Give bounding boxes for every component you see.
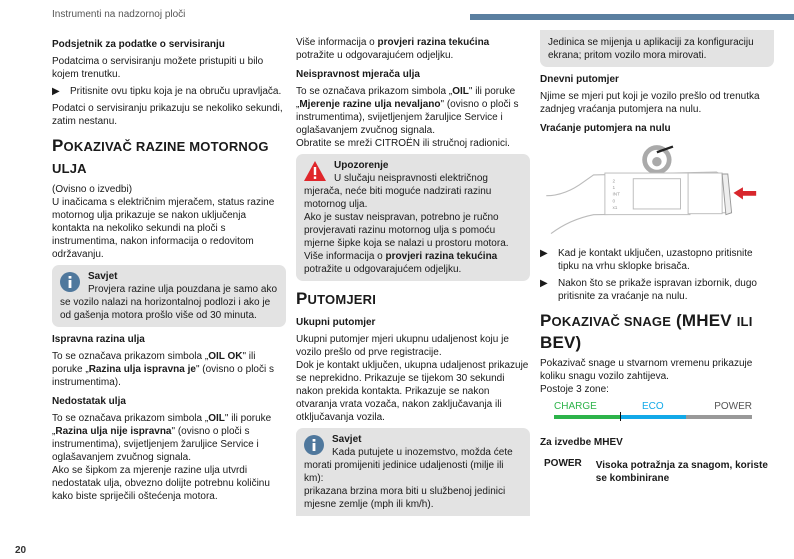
zone-label-power: POWER bbox=[714, 401, 752, 412]
column-3 bbox=[540, 30, 774, 485]
stalk-label: 2 bbox=[612, 179, 616, 185]
tip-text: Kada putujete u inozemstvo, možda ćete morati promijeniti jedinice udaljenosti (milje ili km): bbox=[304, 447, 513, 484]
power-text-group bbox=[540, 357, 774, 396]
info-icon bbox=[304, 435, 324, 455]
power-description: Visoka potražnja za snagom, koriste se kombinirane bbox=[595, 460, 768, 484]
service-heading: Podsjetnik za podatke o servisiranju bbox=[52, 39, 225, 50]
power-definition-row bbox=[544, 457, 774, 485]
stalk-label: x1 bbox=[612, 205, 618, 211]
tip-text: Jedinica se mijenja u aplikaciji za konfiguraciju ekrana; pritom vozilo mora mirovati. bbox=[548, 37, 754, 61]
oil-low-paragraph-2: Ako se šipkom za mjerenje razine ulja utvrdi nedostatak ulja, obvezno dolijte potrebnu količinu kako biste spriječili oštećenja motora. bbox=[52, 465, 270, 502]
column-2 bbox=[296, 36, 530, 516]
power-term: POWER bbox=[544, 458, 582, 469]
column-1 bbox=[52, 36, 286, 503]
oil-ok-heading: Ispravna razina ulja bbox=[52, 334, 145, 345]
warning-text-2: Ako je sustav neispravan, potrebno je ručno provjeravati razinu motornog ulja s pomoću mjerne šipke koja se nalazi u prostoru motora. bbox=[304, 212, 509, 249]
service-paragraph: Podatcima o servisiranju možete pristupiti u bilo kojem trenutku. bbox=[52, 56, 264, 80]
reset-bullet: ▶ Nakon što se prikaže ispravan izbornik, dugo pritisnite za vraćanje na nulu. bbox=[540, 278, 757, 302]
power-zones-intro: Postoje 3 zone: bbox=[540, 384, 609, 395]
warning-text: U slučaju neispravnosti električnog mjerača, neće biti moguće nadzirati razinu motornog ulja. bbox=[304, 173, 492, 210]
tip-box-continued bbox=[540, 30, 774, 67]
zone-label-eco: ECO bbox=[642, 401, 664, 412]
tip-text-2: prikazana brzina mora biti u službenoj jedinici mjesne zemlje (mph ili km/h). bbox=[304, 486, 506, 510]
more-info-paragraph: Više informacija o provjeri razina tekućina potražite u odgovarajućem odjeljku. bbox=[296, 37, 490, 61]
trip-odometer-paragraph: Njime se mjeri put koji je vozilo prešlo od trenutka zadnjeg vraćanja putomjera na nulu. bbox=[540, 91, 760, 115]
bullet-arrow-icon: ▶ bbox=[540, 248, 548, 259]
stalk-label: INT bbox=[612, 192, 621, 198]
warning-title: Upozorenje bbox=[334, 160, 389, 171]
wiper-stalk-illustration bbox=[540, 139, 770, 243]
oil-low-paragraph: To se označava prikazom simbola „OIL" ili poruke „Razina ulja nije ispravna" (ovisno o ploči s instrumentima), svijetljenjem žaruljice Service i oglašavanjem zvučnog signala. bbox=[52, 413, 272, 463]
total-odometer-paragraph: Ukupni putomjer mjeri ukupnu udaljenost koju je vozilo prešlo od prve registracije. bbox=[296, 334, 509, 358]
oil-low-text-group bbox=[52, 412, 286, 503]
warning-box bbox=[296, 154, 530, 281]
total-odometer-text-group bbox=[296, 333, 530, 424]
zone-bar-charge bbox=[554, 415, 620, 419]
service-paragraph-2: Podatci o servisiranju prikazuju se nekoliko sekundi, zatim nestanu. bbox=[52, 103, 283, 127]
gauge-fault-heading: Neispravnost mjerača ulja bbox=[296, 69, 420, 80]
trip-odometer-heading: Dnevni putomjer bbox=[540, 74, 619, 85]
gauge-fault-paragraph: To se označava prikazom simbola „OIL" ili poruke „Mjerenje razine ulja nevaljano" (ovisno o ploči s instrumentima), svijetljenjem žaruljice Service i oglašavanjem zvučnog signala. bbox=[296, 86, 519, 136]
oil-level-heading: POKAZIVAČ RAZINE MOTORNOG ULJA bbox=[52, 136, 269, 176]
odometers-heading: PUTOMJERI bbox=[296, 289, 377, 308]
oil-low-heading: Nedostatak ulja bbox=[52, 396, 126, 407]
tip-title: Savjet bbox=[88, 271, 118, 282]
bullet-text: Pritisnite ovu tipku koja je na obruču upravljača. bbox=[70, 86, 282, 97]
tip-box bbox=[52, 265, 286, 327]
oil-text-group bbox=[52, 183, 286, 261]
warning-text-3: Više informacija o provjeri razina tekućina potražite u odgovarajućem odjeljku. bbox=[304, 251, 498, 275]
zone-bar-eco bbox=[620, 415, 686, 419]
zone-bar-power bbox=[686, 415, 752, 419]
power-zone-gauge bbox=[554, 400, 752, 424]
arrow-icon bbox=[733, 187, 756, 199]
service-bullet bbox=[52, 85, 286, 98]
steering-wheel-icon bbox=[645, 147, 673, 173]
oil-paragraph: U inačicama s električnim mjeračem, status razine motornog ulja prikazuje se nakon uključenja kontakta na nekoliko sekundi na ploči s instrumentima, nakon informacija o redovitom održavanju. bbox=[52, 197, 275, 260]
reset-bullet: ▶ Kad je kontakt uključen, uzastopno pritisnite tipku na vrhu sklopke brisača. bbox=[540, 248, 753, 272]
oil-ok-paragraph: To se označava prikazom simbola „OIL OK" ili poruke „Razina ulja ispravna je" (ovisno o ploči s instrumentima). bbox=[52, 351, 274, 388]
tip-title: Savjet bbox=[332, 434, 362, 445]
warning-icon bbox=[304, 161, 326, 181]
reset-heading: Vraćanje putomjera na nulu bbox=[540, 123, 671, 134]
bullet-arrow-icon: ▶ bbox=[52, 86, 60, 97]
zone-needle bbox=[620, 412, 621, 421]
running-header: Instrumenti na nadzornoj ploči bbox=[52, 9, 186, 20]
page-number: 20 bbox=[15, 545, 27, 556]
power-paragraph: Pokazivač snage u stvarnom vremenu prikazuje koliku snagu vozilo zahtijeva. bbox=[540, 358, 753, 382]
info-icon bbox=[60, 272, 80, 292]
oil-variant-note: (Ovisno o izvedbi) bbox=[52, 184, 133, 195]
header-accent-bar bbox=[470, 14, 794, 20]
stalk-label: 0 bbox=[612, 199, 616, 205]
gauge-fault-paragraph-2: Obratite se mreži CITROËN ili stručnoj radionici. bbox=[296, 138, 510, 149]
tip-text: Provjera razine ulja pouzdana je samo ako se vozilo nalazi na horizontalnoj podlozi i ako je od gašenja motora prošlo više od 30 minuta. bbox=[60, 284, 277, 321]
power-indicator-heading: POKAZIVAČ SNAGE (MHEV ILI BEV) bbox=[540, 311, 753, 352]
mhev-heading: Za izvedbe MHEV bbox=[540, 437, 623, 448]
zone-label-charge: CHARGE bbox=[554, 401, 597, 412]
gauge-fault-text-group bbox=[296, 85, 530, 150]
total-odometer-heading: Ukupni putomjer bbox=[296, 317, 376, 328]
stalk-label: 1 bbox=[612, 186, 616, 192]
bullet-arrow-icon: ▶ bbox=[540, 278, 548, 289]
tip-box-2 bbox=[296, 428, 530, 516]
total-odometer-paragraph-2: Dok je kontakt uključen, ukupna udaljenost prikazuje se neprekidno. Prikazuje se tijekom 30 sekundi nakon prekida kontakta. Prikazuje se nakon otvaranja vrata vozača, nakon zaključavanja ili otključavanja vozila. bbox=[296, 360, 529, 423]
